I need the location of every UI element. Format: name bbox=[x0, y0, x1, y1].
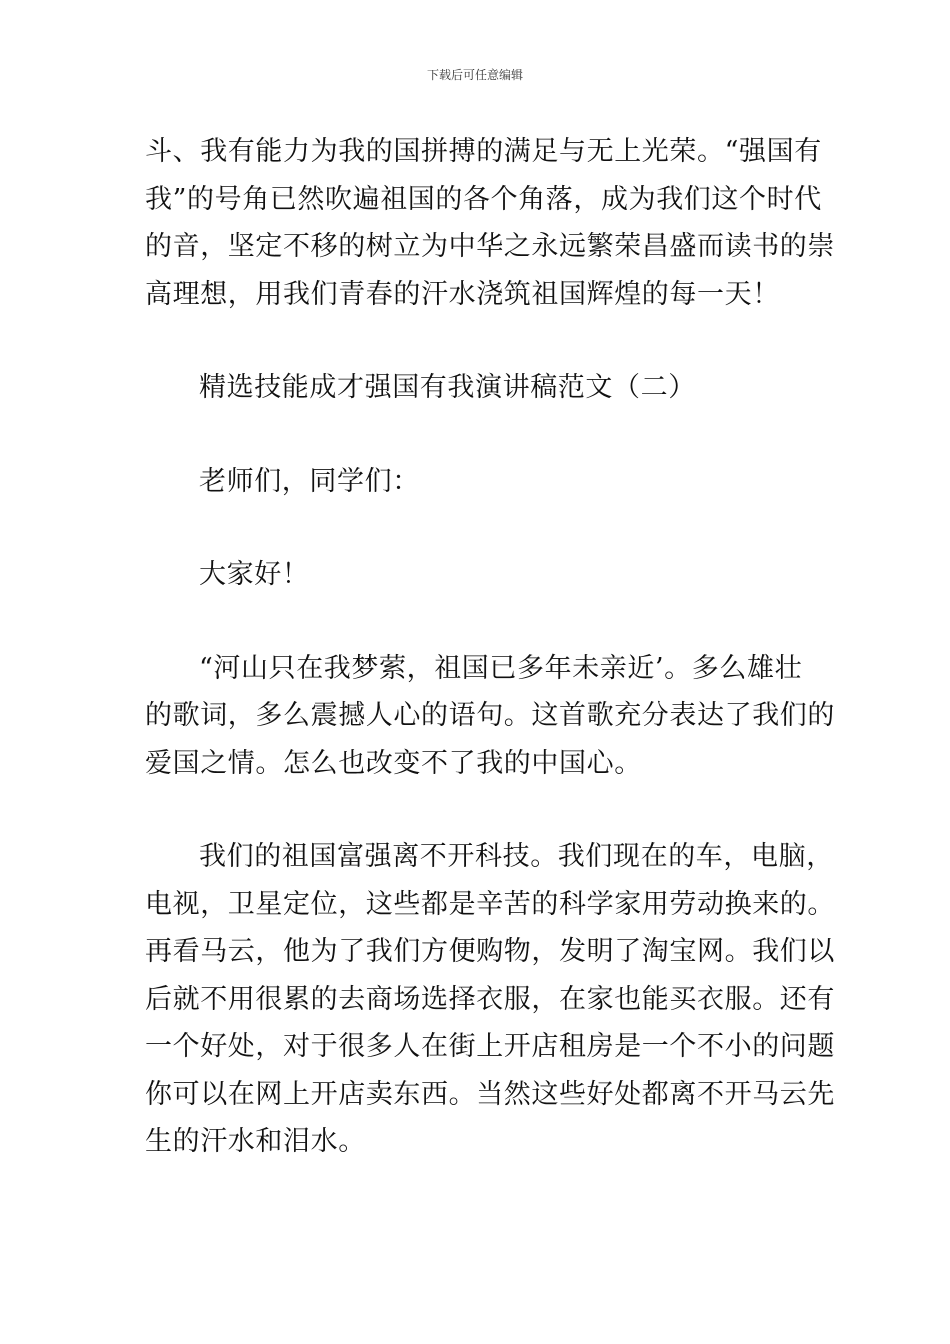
text-line: 高理想，用我们青春的汗水浇筑祖国辉煌的每一天！ bbox=[145, 278, 780, 310]
paragraph-closing bbox=[145, 128, 835, 318]
section-title bbox=[145, 364, 810, 412]
text-line: 老师们，同学们： bbox=[199, 465, 420, 497]
text-line: 再看马云，他为了我们方便购物，发明了淘宝网。我们以 bbox=[145, 936, 835, 967]
text-line: 的歌词，多么震撼人心的语句。这首歌充分表达了我们的 bbox=[145, 700, 835, 731]
text-line: 精选技能成才强国有我演讲稿范文（二） bbox=[199, 372, 696, 403]
text-line: 我们的祖国富强离不开科技。我们现在的车，电脑， bbox=[199, 841, 834, 872]
text-line: 后就不用很累的去商场选择衣服，在家也能买衣服。还有 bbox=[145, 983, 835, 1015]
text-line: 斗、我有能力为我的国拼搏的满足与无上光荣。“强国有 bbox=[145, 136, 822, 167]
text-line: “河山只在我梦萦，祖国已多年未亲近’。多么雄壮 bbox=[199, 652, 803, 684]
text-line: 我”的号角已然吹遍祖国的各个角落，成为我们这个时代 bbox=[145, 183, 822, 215]
text-line: 的音，坚定不移的树立为中华之永远繁荣昌盛而读书的崇 bbox=[145, 231, 835, 262]
document-body bbox=[145, 128, 835, 1166]
text-line: 大家好！ bbox=[199, 559, 310, 590]
text-line: 生的汗水和泪水。 bbox=[145, 1126, 366, 1157]
text-line: 爱国之情。怎么也改变不了我的中国心。 bbox=[145, 747, 642, 779]
paragraph-song bbox=[145, 645, 835, 788]
salutation bbox=[145, 458, 810, 506]
paragraph-technology bbox=[145, 833, 835, 1166]
text-line: 电视，卫星定位，这些都是辛苦的科学家用劳动换来的。 bbox=[145, 888, 835, 920]
text-line: 你可以在网上开店卖东西。当然这些好处都离不开马云先 bbox=[145, 1078, 835, 1110]
greeting bbox=[145, 551, 810, 599]
text-line: 一个好处，对于很多人在街上开店租房是一个不小的问题 bbox=[145, 1031, 835, 1062]
page-header: 下载后可任意编辑 bbox=[426, 68, 523, 82]
